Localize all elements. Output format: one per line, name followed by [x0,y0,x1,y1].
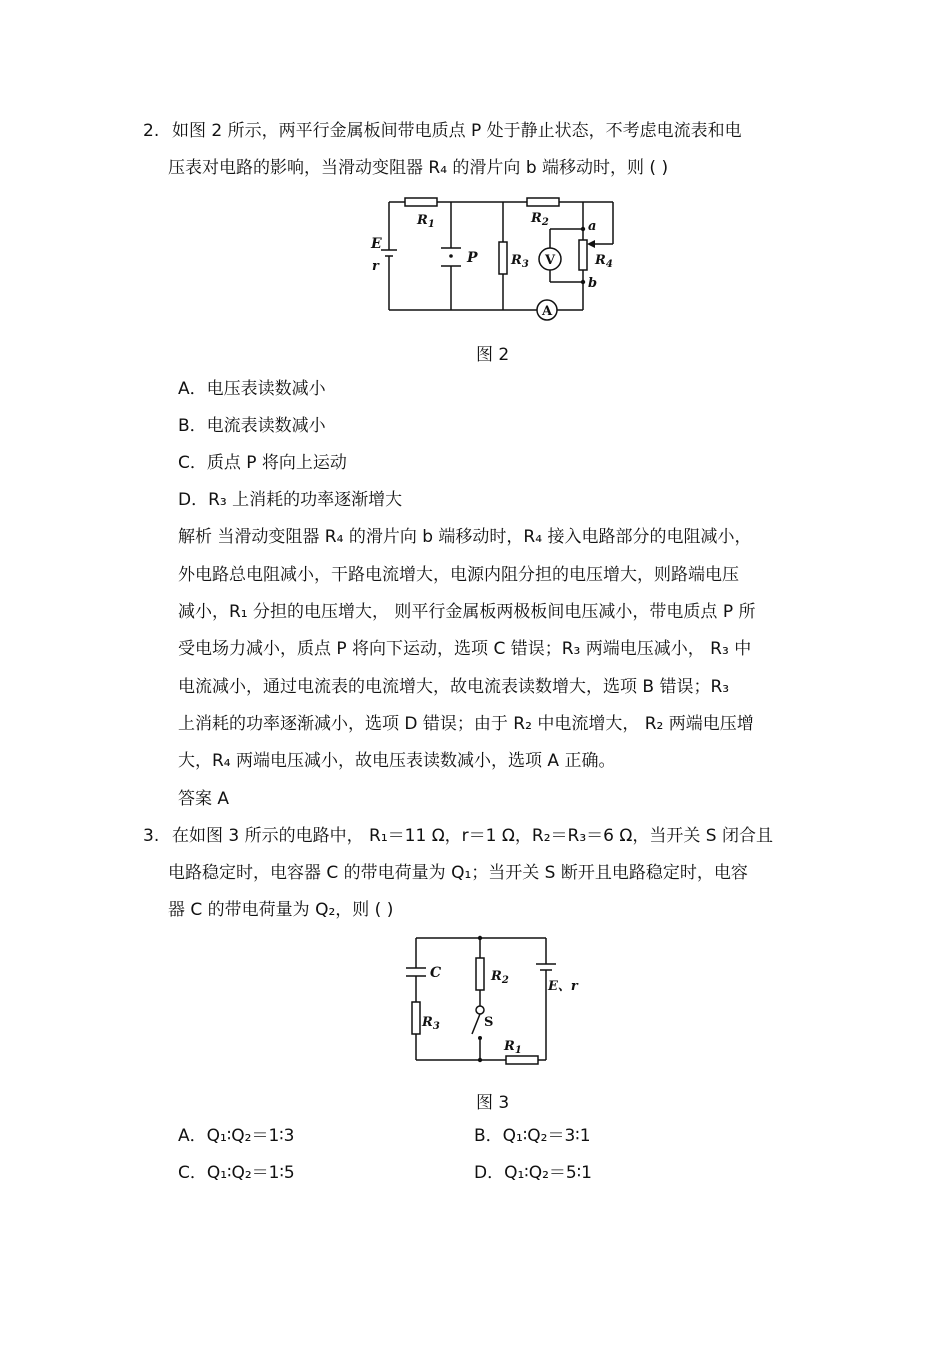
q2-label-A: A [542,304,553,319]
q3-label-S: S [484,1015,494,1030]
q2-option-a: A．电压表读数减小 [178,379,326,399]
q2-analysis-line5: 电流减小，通过电流表的电流增大，故电流表读数增大，选项 B 错误；R₃ [178,677,730,697]
q2-label-E: E [371,236,382,252]
q3-figure-caption: 图 3 [476,1093,510,1113]
q3-number: 3. [143,826,160,846]
q3-stem-line2: 电路稳定时，电容器 C 的带电荷量为 Q₁；当开关 S 断开且电路稳定时，电容 [168,863,748,883]
q2-stem-line1: 如图 2 所示，两平行金属板间带电质点 P 处于静止状态，不考虑电流表和电 [172,121,742,141]
q3-circuit-diagram [400,928,590,1068]
q3-option-a: A．Q₁∶Q₂＝1∶3 [178,1126,295,1146]
q3-stem-line1: 在如图 3 所示的电路中， R₁＝11 Ω，r＝1 Ω，R₂＝R₃＝6 Ω，当开关 S 闭合且 [172,826,773,846]
q3-label-R3: $R_3$ [422,1015,440,1032]
q2-option-d: D．R₃ 上消耗的功率逐渐增大 [178,490,403,510]
q3-option-b: B．Q₁∶Q₂＝3∶1 [474,1126,591,1146]
q2-label-R1: $R_1$ [417,213,435,230]
q2-analysis-line7: 大，R₄ 两端电压减小，故电压表读数减小，选项 A 正确。 [178,751,616,771]
q2-label-P: P [467,250,478,266]
q2-option-c: C．质点 P 将向上运动 [178,453,347,473]
q3-label-C: C [430,965,442,981]
q2-analysis-line6: 上消耗的功率逐渐减小，选项 D 错误；由于 R₂ 中电流增大， R₂ 两端电压增 [178,714,754,734]
q2-label-b: b [588,276,598,291]
q2-analysis-line3: 减小，R₁ 分担的电压增大， 则平行金属板两极板间电压减小，带电质点 P 所 [178,602,756,622]
q2-analysis-line4: 受电场力减小，质点 P 将向下运动，选项 C 错误；R₃ 两端电压减小， R₃ 中 [178,639,752,659]
q3-option-c: C．Q₁∶Q₂＝1∶5 [178,1163,295,1183]
q2-number: 2. [143,121,160,141]
q2-label-R2: $R_2$ [531,211,549,228]
q2-label-r: r [372,259,379,274]
q3-label-R2: $R_2$ [491,969,509,986]
q3-label-R1: $R_1$ [504,1039,522,1056]
q3-stem-line3: 器 C 的带电荷量为 Q₂，则 ( ) [168,900,394,920]
q2-stem-line2: 压表对电路的影响，当滑动变阻器 R₄ 的滑片向 b 端移动时，则 ( ) [168,158,669,178]
q2-circuit-diagram [365,192,625,327]
q2-analysis-line1: 解析 当滑动变阻器 R₄ 的滑片向 b 端移动时，R₄ 接入电路部分的电阻减小， [178,527,752,547]
q2-label-R3: $R_3$ [511,253,529,270]
q2-figure-caption: 图 2 [476,345,510,365]
q2-label-V: V [545,253,556,268]
q2-label-a: a [588,219,597,234]
q3-label-Er: E、r [548,979,578,994]
q2-option-b: B．电流表读数减小 [178,416,326,436]
q3-option-d: D．Q₁∶Q₂＝5∶1 [474,1163,592,1183]
q2-label-R4: $R_4$ [595,253,613,270]
q2-analysis-line2: 外电路总电阻减小，干路电流增大，电源内阻分担的电压增大，则路端电压 [178,565,739,585]
q2-answer: 答案 A [178,789,230,809]
